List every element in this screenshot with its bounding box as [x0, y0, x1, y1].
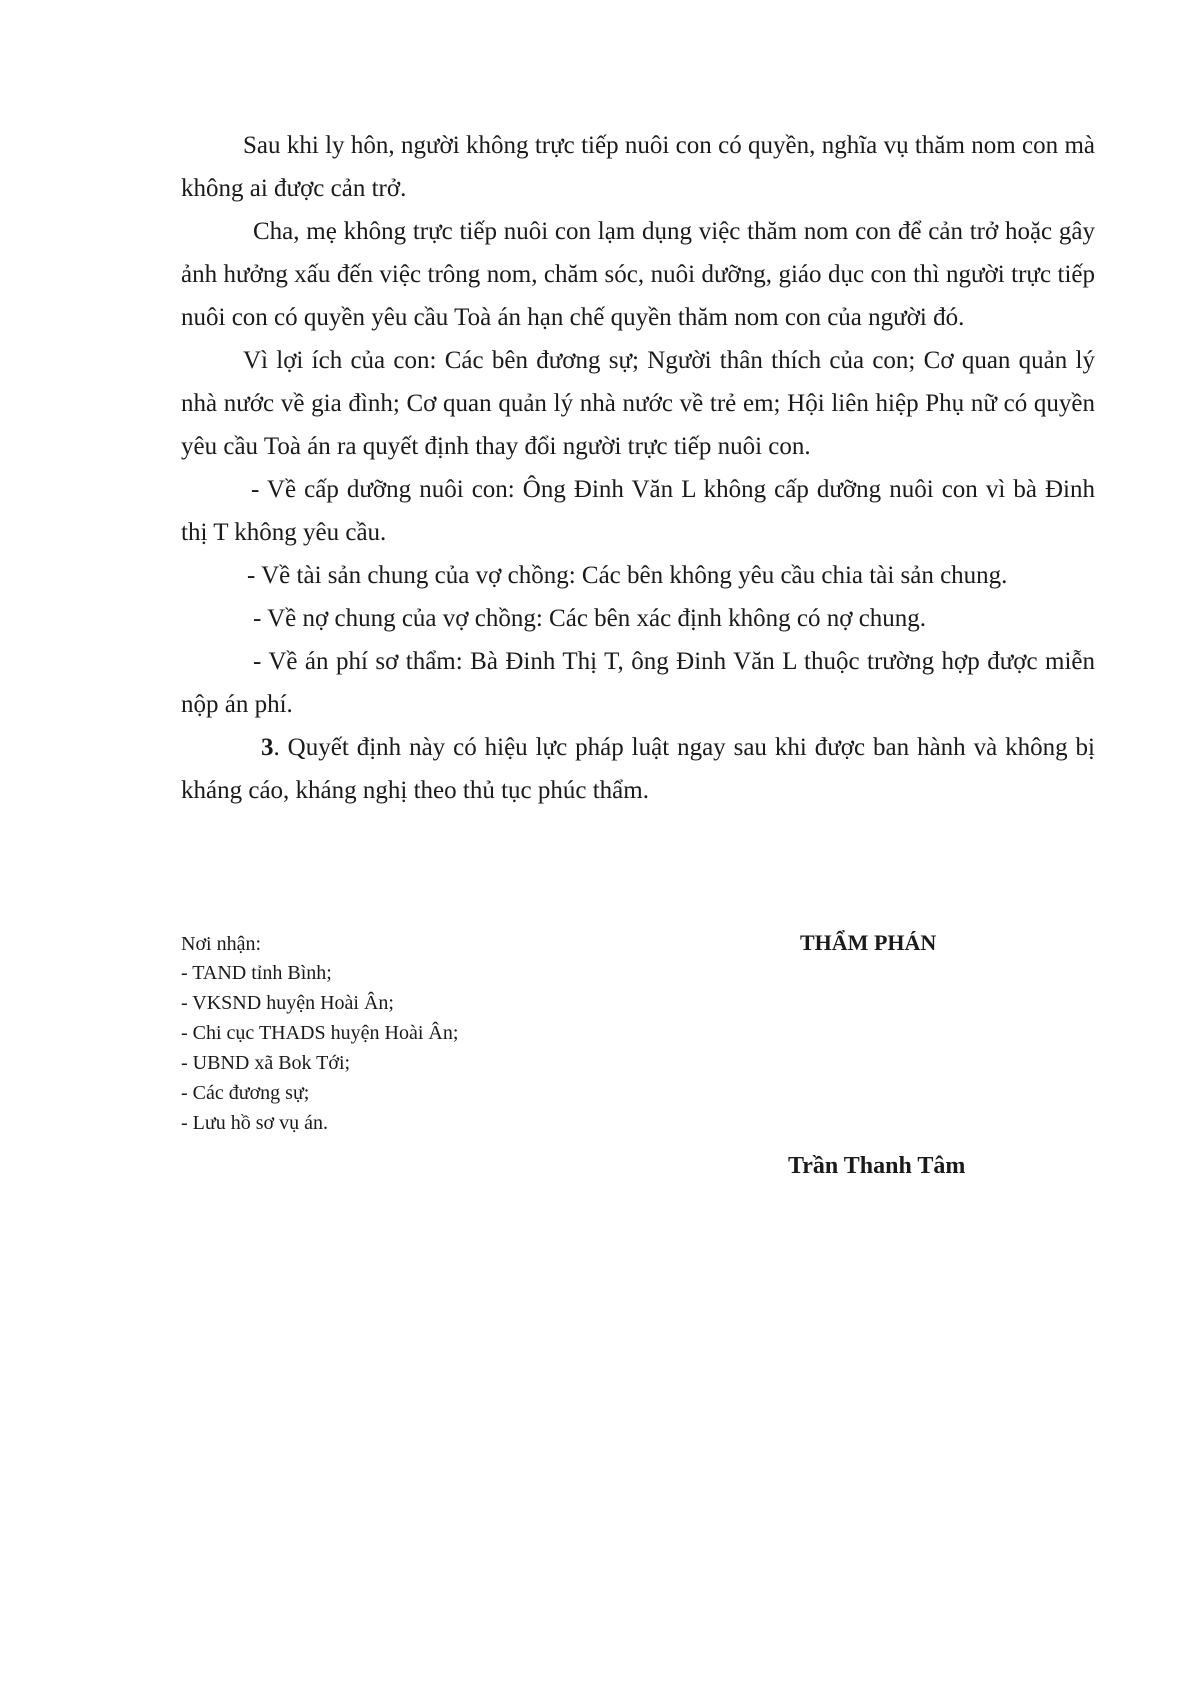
paragraph-effect [181, 726, 1095, 812]
clause-text: . Quyết định này có hiệu lực pháp luật ngay sau khi được ban hành và không bị kháng cáo, kháng nghị theo thủ tục phúc thẩm. [181, 734, 1095, 804]
judge-title: THẨM PHÁN [800, 930, 937, 955]
paragraph-visitation-rights: Sau khi ly hôn, người không trực tiếp nuôi con có quyền, nghĩa vụ thăm nom con mà không ai được cản trở. [181, 132, 1095, 202]
recipients-list [181, 958, 641, 1138]
decision-body [181, 124, 1095, 812]
paragraph-child-interest: Vì lợi ích của con: Các bên đương sự; Người thân thích của con; Cơ quan quản lý nhà nước về gia đình; Cơ quan quản lý nhà nước về trẻ em; Hội liên hiệp Phụ nữ có quyền yêu cầu Toà án ra quyết định thay đổi người trực tiếp nuôi con. [181, 347, 1095, 460]
recipient-item: - Các đương sự; [181, 1082, 310, 1104]
paragraph-child-support: - Về cấp dưỡng nuôi con: Ông Đinh Văn L không cấp dưỡng nuôi con vì bà Đinh thị T không yêu cầu. [181, 476, 1095, 546]
recipients-block [181, 930, 641, 1138]
recipient-item: - Chi cục THADS huyện Hoài Ân; [181, 1022, 459, 1044]
recipient-item: - TAND tỉnh Bình; [181, 962, 332, 984]
recipient-item: - VKSND huyện Hoài Ân; [181, 992, 394, 1014]
recipients-label: Nơi nhận: [181, 933, 262, 955]
paragraph-court-fee: - Về án phí sơ thẩm: Bà Đinh Thị T, ông Đinh Văn L thuộc trường hợp được miễn nộp án phí. [181, 648, 1095, 718]
paragraph-common-debt: - Về nợ chung của vợ chồng: Các bên xác định không có nợ chung. [253, 605, 927, 632]
clause-number: 3 [261, 734, 274, 761]
paragraph-visitation-abuse: Cha, mẹ không trực tiếp nuôi con lạm dụng việc thăm nom con để cản trở hoặc gây ảnh hưởng xấu đến việc trông nom, chăm sóc, nuôi dưỡng, giáo dục con thì người trực tiếp nuôi con có quyền yêu cầu Toà án hạn chế quyền thăm nom con của người đó. [181, 218, 1095, 331]
recipient-item: - UBND xã Bok Tới; [181, 1052, 351, 1074]
recipient-item: - Lưu hồ sơ vụ án. [181, 1112, 328, 1134]
paragraph-common-property: - Về tài sản chung của vợ chồng: Các bên không yêu cầu chia tài sản chung. [247, 562, 1008, 589]
judge-name: Trần Thanh Tâm [788, 1153, 966, 1179]
